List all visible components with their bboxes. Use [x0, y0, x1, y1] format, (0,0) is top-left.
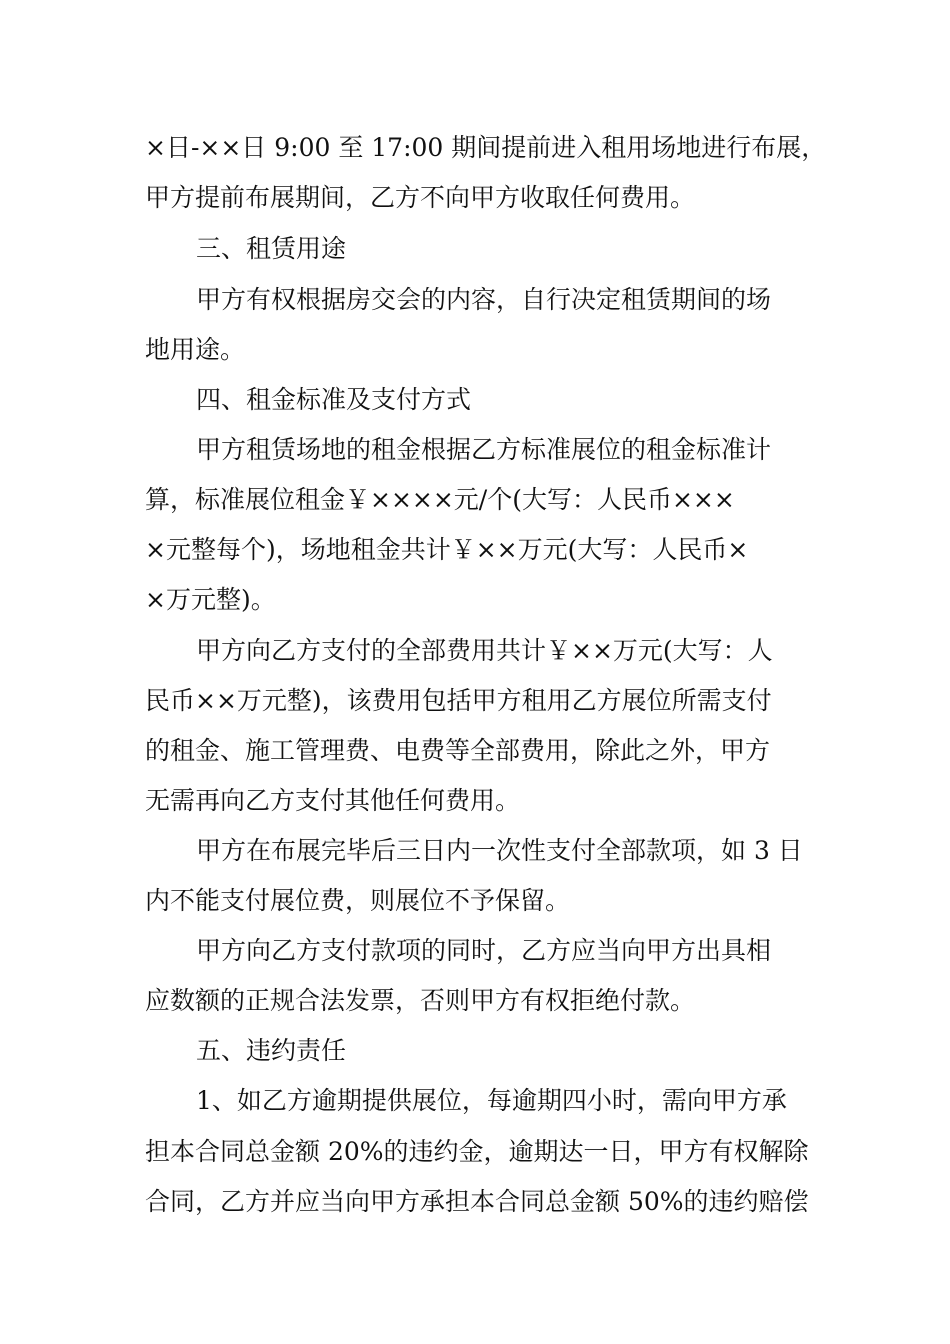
text-line: 民币××万元整)，该费用包括甲方租用乙方展位所需支付 — [145, 686, 772, 715]
section-heading: 五、违约责任 — [196, 1036, 347, 1065]
text-line: ×元整每个)，场地租金共计￥××万元(大写：人民币× — [145, 535, 749, 564]
text-line: 1、如乙方逾期提供展位，每逾期四小时，需向甲方承 — [196, 1086, 787, 1115]
text-line: 算，标准展位租金￥××××元/个(大写：人民币××× — [145, 485, 735, 514]
text-line: 内不能支付展位费，则展位不予保留。 — [145, 886, 571, 915]
section-heading: 三、租赁用途 — [196, 234, 347, 263]
text-line: 地用途。 — [145, 335, 246, 364]
text-line: 甲方在布展完毕后三日内一次性支付全部款项，如 3 日 — [196, 836, 803, 865]
text-line: 担本合同总金额 20%的违约金，逾期达一日，甲方有权解除 — [145, 1137, 809, 1166]
text-line: 甲方提前布展期间，乙方不向甲方收取任何费用。 — [145, 183, 696, 212]
text-line: ×日-××日 9:00 至 17:00 期间提前进入租用场地进行布展， — [145, 133, 827, 162]
text-line: 甲方有权根据房交会的内容，自行决定租赁期间的场 — [196, 285, 772, 314]
text-line: 应数额的正规合法发票，否则甲方有权拒绝付款。 — [145, 986, 696, 1015]
section-heading: 四、租金标准及支付方式 — [196, 385, 472, 414]
text-line: 甲方向乙方支付款项的同时，乙方应当向甲方出具相 — [196, 936, 772, 965]
text-line: 无需再向乙方支付其他任何费用。 — [145, 786, 521, 815]
text-line: 的租金、施工管理费、电费等全部费用，除此之外，甲方 — [145, 736, 771, 765]
text-line: ×万元整)。 — [145, 585, 276, 614]
text-line: 合同，乙方并应当向甲方承担本合同总金额 50%的违约赔偿 — [145, 1187, 809, 1216]
text-line: 甲方向乙方支付的全部费用共计￥××万元(大写：人 — [196, 636, 773, 665]
text-line: 甲方租赁场地的租金根据乙方标准展位的租金标准计 — [196, 435, 772, 464]
